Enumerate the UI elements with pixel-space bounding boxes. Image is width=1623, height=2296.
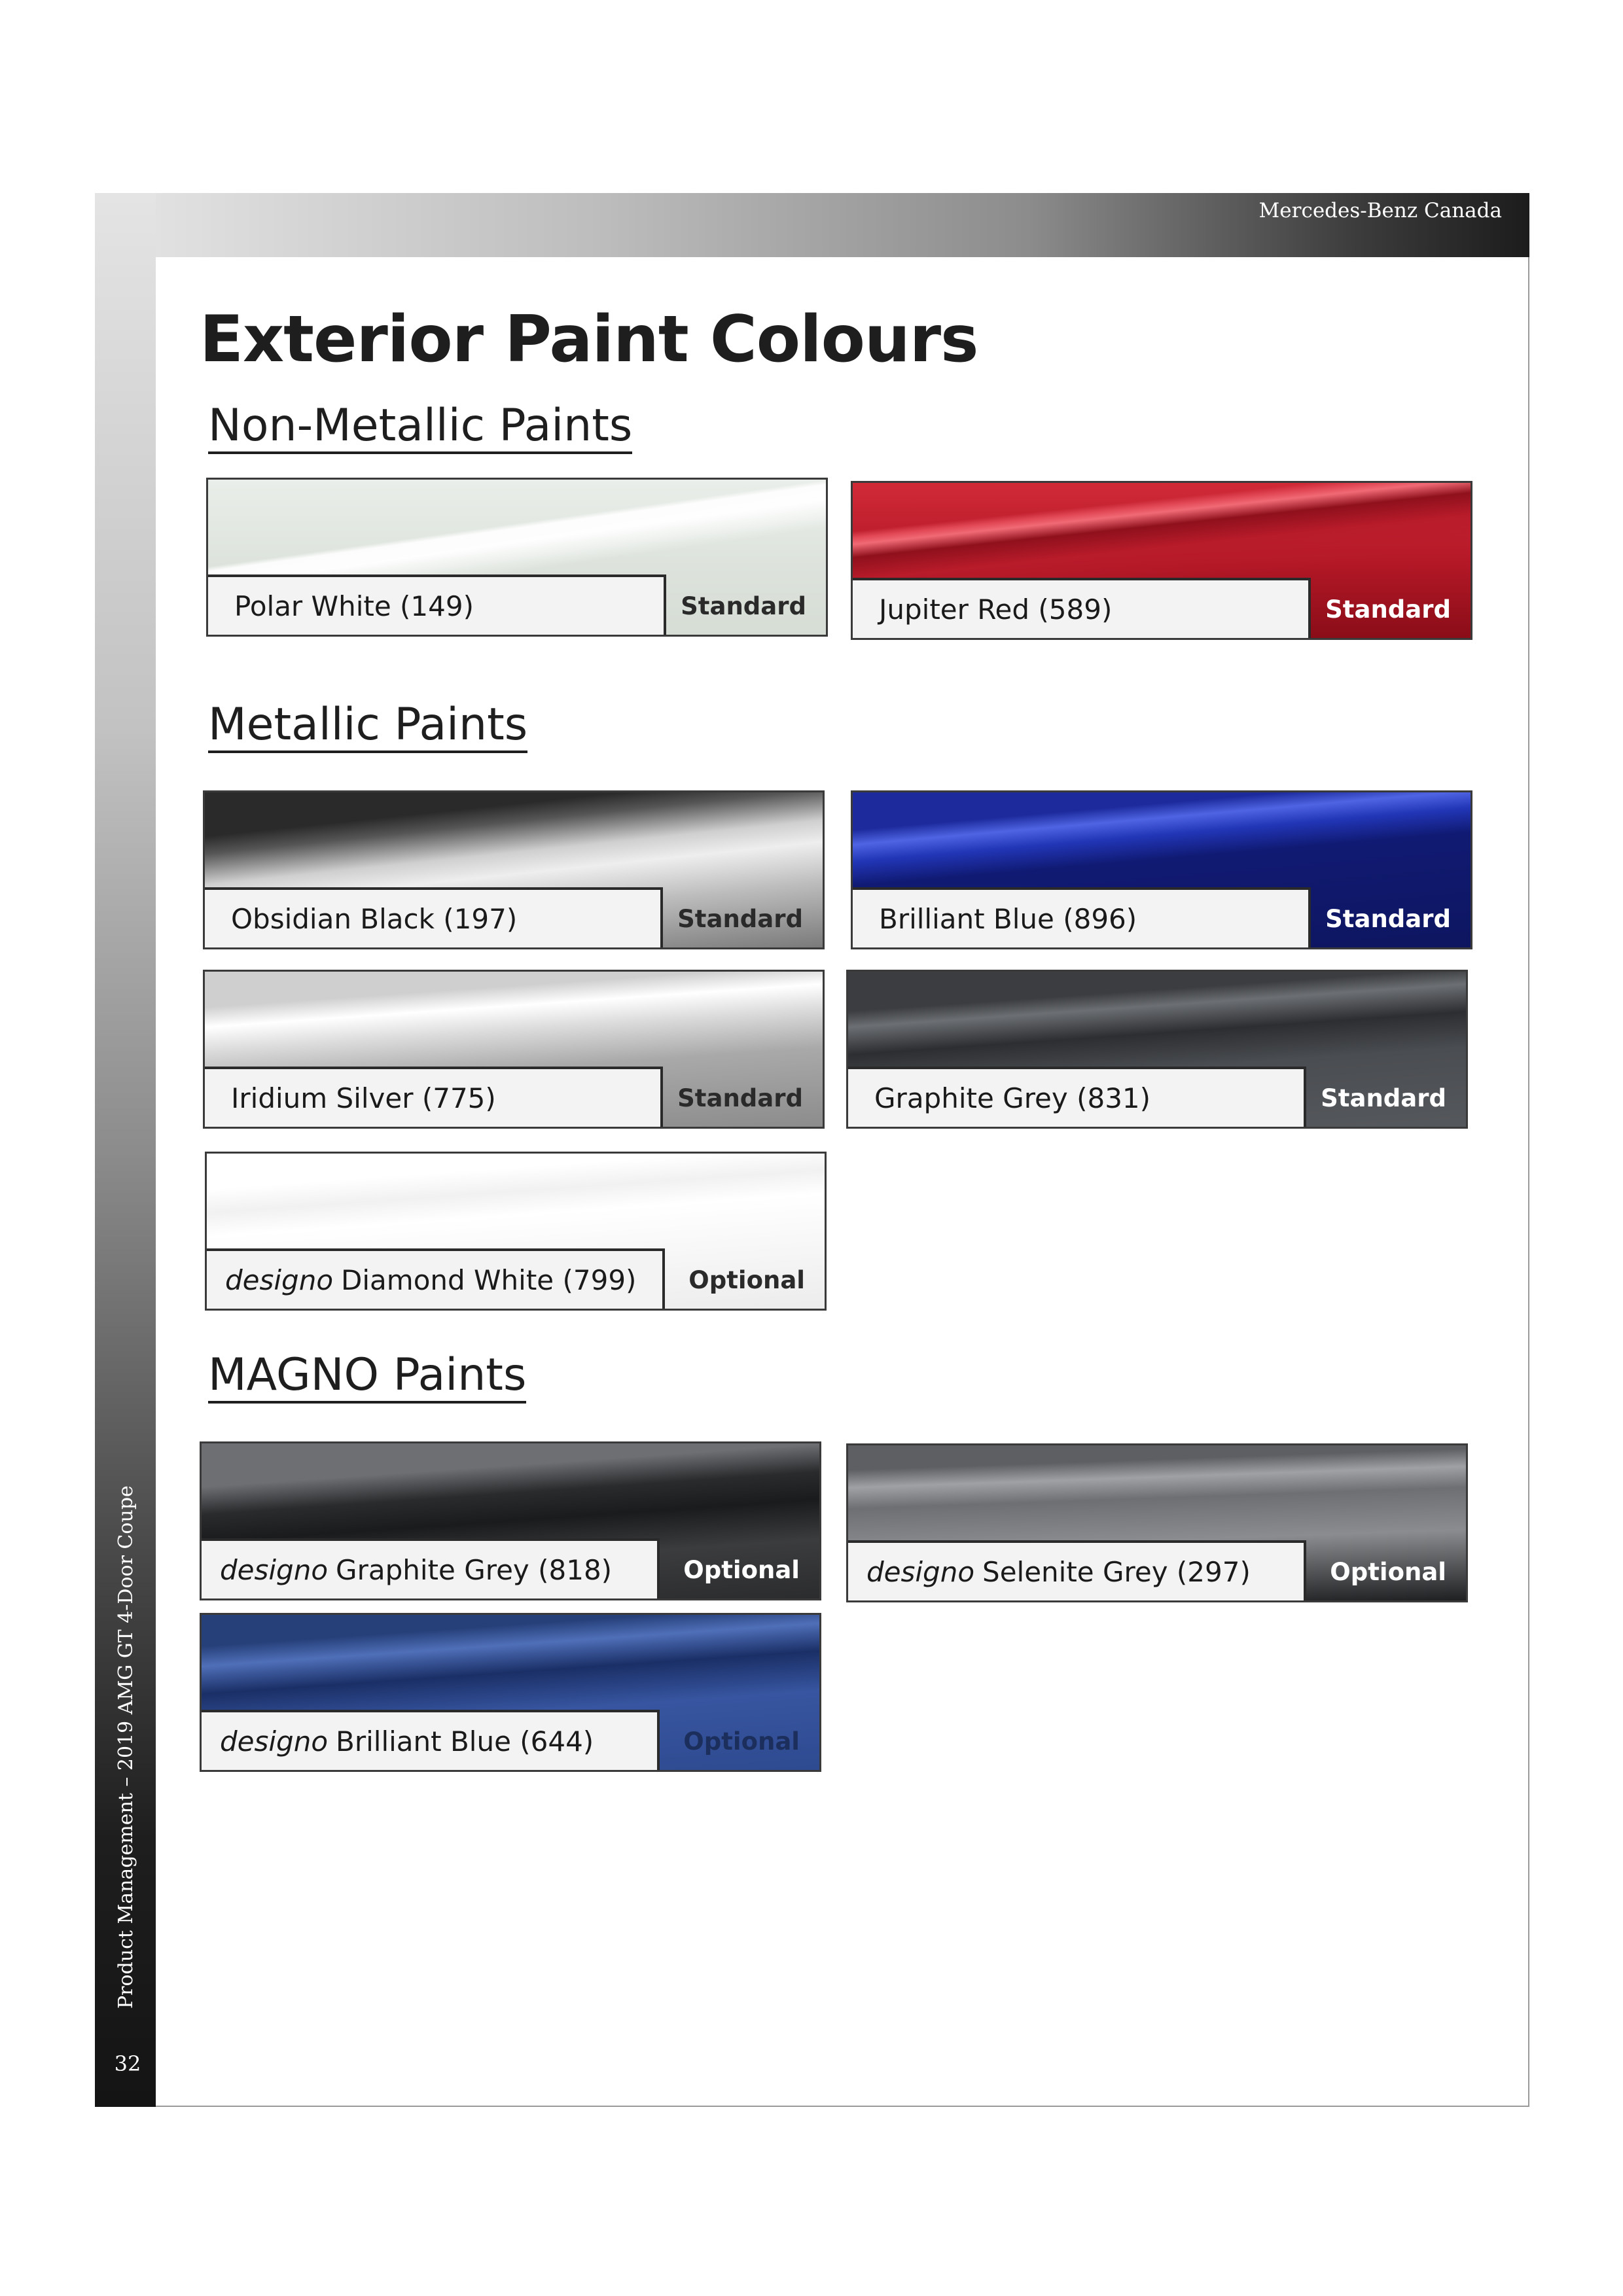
paint-status: Standard <box>681 592 806 620</box>
paint-status: Standard <box>1325 595 1451 624</box>
paint-name: Diamond White (799) <box>341 1263 637 1296</box>
sidebar-caption: Product Management – 2019 AMG GT 4-Door Coupe <box>115 1485 137 2009</box>
paint-name-box <box>853 578 1311 638</box>
page-title: Exterior Paint Colours <box>200 302 978 377</box>
paint-name: Polar White (149) <box>234 590 474 622</box>
paint-name: Selenite Grey (297) <box>982 1555 1251 1588</box>
paint-swatch-jupiter-red <box>851 481 1472 640</box>
paint-status: Standard <box>677 1084 803 1112</box>
paint-status: Standard <box>1321 1084 1446 1112</box>
paint-status: Optional <box>683 1727 800 1756</box>
paint-status: Optional <box>688 1266 805 1294</box>
paint-name: Brilliant Blue (896) <box>879 902 1137 935</box>
paint-prefix: designo <box>220 1725 329 1757</box>
paint-prefix: designo <box>220 1553 329 1586</box>
section-title-non-metallic: Non-Metallic Paints <box>208 402 632 454</box>
paint-swatch-designo-brilliant-blue <box>200 1613 821 1772</box>
paint-name-box <box>202 1538 660 1598</box>
paint-swatch-designo-graphite-grey <box>200 1441 821 1600</box>
paint-name: Brilliant Blue (644) <box>336 1725 594 1757</box>
paint-name-box <box>207 1248 665 1309</box>
section-title-metallic: Metallic Paints <box>208 701 527 753</box>
paint-swatch-polar-white <box>206 478 828 637</box>
paint-name-box <box>848 1067 1306 1127</box>
paint-swatch-brilliant-blue <box>851 790 1472 949</box>
paint-swatch-obsidian-black <box>203 790 825 949</box>
paint-swatch-graphite-grey <box>846 970 1468 1129</box>
paint-name-box <box>202 1710 660 1770</box>
paint-name: Graphite Grey (831) <box>874 1082 1151 1114</box>
paint-status: Optional <box>1330 1558 1446 1586</box>
brand-name: Mercedes-Benz Canada <box>1258 199 1502 222</box>
paint-swatch-designo-diamond-white <box>205 1152 827 1311</box>
paint-name-box <box>205 1067 663 1127</box>
paint-name: Jupiter Red (589) <box>879 593 1113 626</box>
paint-status: Standard <box>1325 905 1451 933</box>
paint-name-box <box>848 1540 1306 1600</box>
paint-swatch-designo-selenite-grey <box>846 1443 1468 1602</box>
paint-name-box <box>853 887 1311 947</box>
section-title-magno: MAGNO Paints <box>208 1352 526 1404</box>
paint-swatch-iridium-silver <box>203 970 825 1129</box>
paint-prefix: designo <box>225 1263 334 1296</box>
paint-status: Optional <box>683 1556 800 1584</box>
paint-name-box <box>208 574 666 635</box>
page-number: 32 <box>114 2051 141 2076</box>
paint-name: Obsidian Black (197) <box>231 902 518 935</box>
paint-status: Standard <box>677 905 803 933</box>
paint-prefix: designo <box>866 1555 975 1588</box>
paint-name: Graphite Grey (818) <box>336 1553 613 1586</box>
paint-name: Iridium Silver (775) <box>231 1082 496 1114</box>
paint-name-box <box>205 887 663 947</box>
